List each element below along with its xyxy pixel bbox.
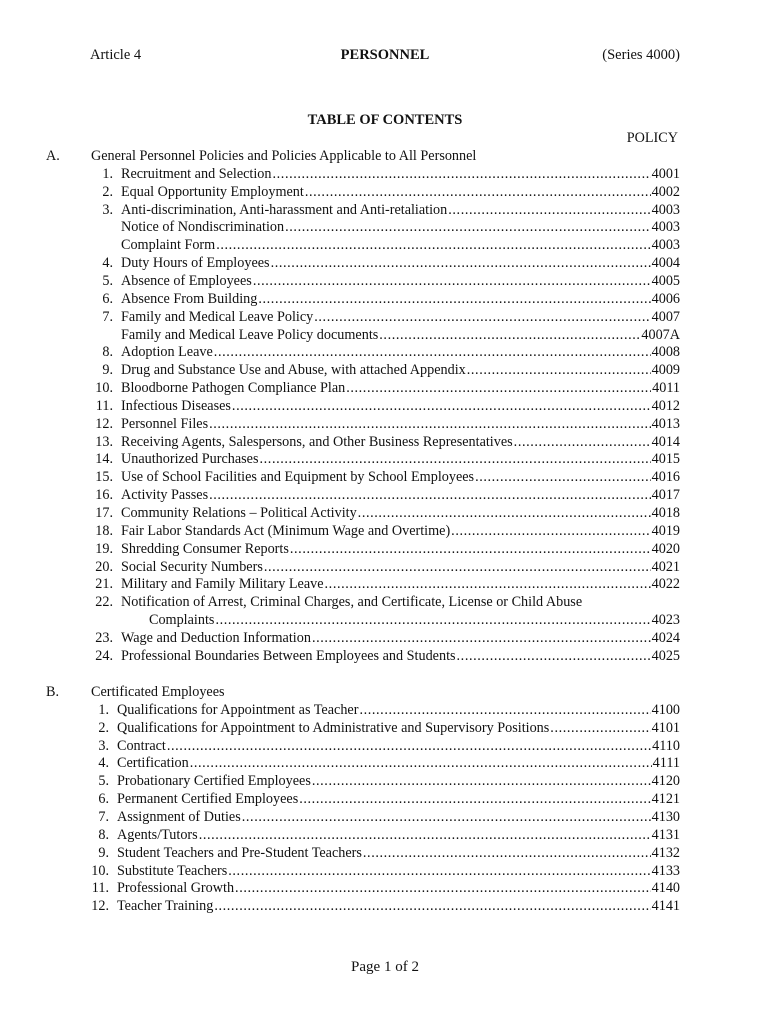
toc-entry-number: 11.: [91, 880, 109, 897]
toc-entry-line: [121, 237, 680, 254]
toc-entry[interactable]: [0, 541, 770, 559]
toc-entry-line: [121, 541, 680, 558]
toc-entry[interactable]: [0, 720, 770, 738]
toc-entry-policy-number: 4110: [652, 737, 680, 754]
toc-entry[interactable]: [0, 827, 770, 845]
dot-leader: [167, 738, 651, 755]
toc-entry-policy-number: 4120: [651, 773, 680, 790]
toc-entry-number: 2.: [102, 183, 113, 200]
dot-leader: [273, 166, 651, 183]
toc-entry-line: [117, 702, 680, 719]
toc-entry-number: 4.: [98, 755, 109, 772]
toc-entry-number: 12.: [95, 415, 113, 432]
toc-entry-number: 10.: [95, 380, 113, 397]
toc-entry-title: Infectious Diseases: [121, 397, 231, 414]
toc-entry-title: Equal Opportunity Employment: [121, 183, 304, 200]
toc-entry-policy-number: 4014: [651, 433, 680, 450]
toc-entry-number: 15.: [95, 469, 113, 486]
toc-entry-line: [121, 344, 680, 361]
toc-entry-policy-number: 4023: [651, 612, 680, 629]
toc-entry-title: Notice of Nondiscrimination: [121, 219, 285, 236]
dot-leader: [209, 416, 651, 433]
toc-entry-line: [121, 362, 680, 379]
dot-leader: [457, 648, 651, 665]
toc-entry-policy-number: 4001: [651, 165, 680, 182]
toc-entry-policy-number: 4100: [651, 701, 680, 718]
toc-entry-line: [117, 898, 680, 915]
toc-entry-policy-number: 4101: [651, 719, 680, 736]
toc-entry-line: [121, 416, 680, 433]
toc-entry-policy-number: 4140: [651, 880, 680, 897]
toc-entry-policy-number: 4025: [651, 647, 680, 664]
toc-entry-line: [117, 738, 680, 755]
toc-entry-line: [149, 612, 680, 629]
toc-entry-line: [121, 576, 680, 593]
toc-entry[interactable]: [0, 487, 770, 505]
toc-entry-title: Assignment of Duties: [117, 808, 241, 825]
toc-entry[interactable]: [0, 184, 770, 202]
dot-leader: [190, 755, 652, 772]
toc-entry-number: 8.: [98, 826, 109, 843]
toc-entry-policy-number: 4020: [651, 540, 680, 557]
toc-entry-policy-number: 4017: [651, 487, 680, 504]
toc-entry-line: [117, 720, 680, 737]
toc-entry-policy-number: 4141: [651, 898, 680, 915]
toc-entry-number: 7.: [102, 308, 113, 325]
toc-entry-number: 18.: [95, 522, 113, 539]
toc-entry-line: [117, 791, 680, 808]
toc-entry-line: [121, 505, 680, 522]
toc-entry[interactable]: [0, 469, 770, 487]
toc-entry-title: Probationary Certified Employees: [117, 773, 311, 790]
toc-entry-number: 4.: [102, 255, 113, 272]
toc-entry-title: Receiving Agents, Salespersons, and Other Business Representatives: [121, 433, 513, 450]
toc-entry-policy-number: 4131: [651, 826, 680, 843]
toc-entry-number: 19.: [95, 540, 113, 557]
toc-entry-line: [121, 487, 680, 504]
dot-leader: [285, 219, 651, 236]
toc-entry-line: [121, 380, 680, 397]
toc-entry-policy-number: 4018: [651, 505, 680, 521]
dot-leader: [216, 237, 650, 254]
toc-entry[interactable]: [0, 648, 770, 666]
toc-entry-number: 5.: [102, 272, 113, 289]
toc-entry-line: [121, 273, 680, 290]
dot-leader: [264, 559, 651, 576]
toc-entry[interactable]: [0, 845, 770, 863]
toc-entry-title: Bloodborne Pathogen Compliance Plan: [121, 380, 346, 397]
toc-entry-number: 10.: [91, 862, 109, 879]
toc-entry[interactable]: [0, 523, 770, 541]
header-article: Article 4: [90, 47, 142, 63]
toc-entry-number: 6.: [98, 791, 109, 808]
toc-entry-title: Shredding Consumer Reports: [121, 540, 289, 557]
toc-entry-number: 3.: [102, 201, 113, 218]
toc-entry-title: Teacher Training: [117, 898, 214, 915]
dot-leader: [363, 845, 651, 862]
toc-entry[interactable]: [0, 738, 770, 756]
dot-leader: [514, 434, 651, 451]
toc-entry-title: Qualifications for Appointment as Teacher: [117, 701, 359, 718]
toc-entry-line: [121, 451, 680, 468]
dot-leader: [448, 202, 650, 219]
section-title: Certificated Employees: [91, 684, 225, 700]
toc-entry-title: Use of School Facilities and Equipment by School Employees: [121, 469, 475, 486]
toc-entry-title: Permanent Certified Employees: [117, 791, 299, 808]
toc-entry-title: Social Security Numbers: [121, 558, 263, 575]
toc-entry[interactable]: [0, 416, 770, 434]
toc-entry[interactable]: [0, 880, 770, 898]
toc-entry[interactable]: [0, 362, 770, 380]
toc-entry-title: Qualifications for Appointment to Administrative and Supervisory Positions: [117, 719, 550, 736]
toc-entry-policy-number: 4003: [651, 201, 680, 218]
toc-entry-policy-number: 4021: [651, 558, 680, 575]
toc-entry[interactable]: [0, 309, 770, 327]
dot-leader: [346, 380, 651, 397]
toc-entry-policy-number: 4121: [651, 791, 680, 808]
toc-entry[interactable]: [0, 219, 770, 237]
toc-entry-line: [121, 219, 680, 236]
section-letter: A.: [46, 148, 60, 164]
toc-entry-policy-number: 4004: [651, 255, 680, 272]
toc-entry-number: 12.: [91, 898, 109, 915]
toc-entry[interactable]: [0, 434, 770, 452]
toc-entry[interactable]: [0, 898, 770, 916]
toc-entry-line: [121, 398, 680, 415]
toc-entry-number: 14.: [95, 451, 113, 468]
toc-entry-policy-number: 4007: [651, 308, 680, 325]
dot-leader: [214, 898, 650, 915]
dot-leader: [305, 184, 651, 201]
toc-entry-policy-number: 4007A: [641, 326, 680, 343]
toc-entry-line: [121, 469, 680, 486]
dot-leader: [314, 309, 650, 326]
toc-entry-line: [117, 809, 680, 826]
toc-entry-number: 3.: [98, 737, 109, 754]
toc-entry-policy-number: 4015: [651, 451, 680, 468]
toc-entry-number: 23.: [95, 629, 113, 646]
toc-entry-policy-number: 4005: [651, 272, 680, 289]
toc-entry-line: [121, 202, 680, 219]
toc-entry-line: [121, 648, 680, 665]
toc-entry[interactable]: [0, 505, 770, 523]
toc-entry-title: Adoption Leave: [121, 344, 213, 361]
dot-leader: [199, 827, 651, 844]
toc-entry-policy-number: 4011: [652, 380, 680, 397]
dot-leader: [271, 255, 651, 272]
dot-leader: [451, 523, 650, 540]
toc-entry-number: 17.: [95, 505, 113, 521]
dot-leader: [209, 487, 651, 504]
toc-entry-number: 13.: [95, 433, 113, 450]
toc-entry-number: 1.: [102, 165, 113, 182]
dot-leader: [379, 327, 640, 344]
dot-leader: [215, 612, 650, 629]
toc-entry-policy-number: 4111: [652, 755, 680, 772]
toc-entry-title: Activity Passes: [121, 487, 209, 504]
dot-leader: [359, 702, 650, 719]
toc-entry-title: Drug and Substance Use and Abuse, with attached Appendix: [121, 362, 466, 379]
toc-entry-number: 9.: [98, 844, 109, 861]
toc-entry-title: Personnel Files: [121, 415, 209, 432]
toc-entry-policy-number: 4013: [651, 415, 680, 432]
toc-entry-title: Professional Boundaries Between Employees and Students: [121, 647, 456, 664]
dot-leader: [325, 576, 651, 593]
toc-entry[interactable]: [0, 327, 770, 345]
toc-entry-title: Community Relations – Political Activity: [121, 505, 357, 521]
dot-leader: [312, 773, 651, 790]
section-letter: B.: [46, 684, 60, 700]
toc-entry-line: [121, 291, 680, 308]
toc-entry-title: Professional Growth: [117, 880, 235, 897]
header-title: PERSONNEL: [340, 47, 430, 63]
toc-entry[interactable]: [0, 202, 770, 220]
dot-leader: [475, 469, 651, 486]
toc-entry[interactable]: [0, 863, 770, 881]
dot-leader: [228, 863, 650, 880]
toc-entry[interactable]: [0, 380, 770, 398]
toc-entry-line: [121, 166, 680, 183]
toc-entry-policy-number: 4002: [651, 183, 680, 200]
dot-leader: [358, 505, 651, 522]
toc-entry-line: [117, 827, 680, 844]
toc-entry-line: [117, 755, 680, 772]
toc-entry-number: 9.: [102, 362, 113, 379]
toc-entry-title: Family and Medical Leave Policy documents: [121, 326, 379, 343]
toc-entry-number: 24.: [95, 647, 113, 664]
toc-entry[interactable]: [0, 809, 770, 827]
toc-entry-number: 1.: [98, 701, 109, 718]
toc-entry[interactable]: [0, 755, 770, 773]
toc-entry-title: Military and Family Military Leave: [121, 576, 324, 593]
toc-entry-line: [121, 309, 680, 326]
dot-leader: [235, 880, 651, 897]
toc-entry-number: 2.: [98, 719, 109, 736]
toc-entry-number: 22.: [95, 594, 113, 611]
dot-leader: [467, 362, 651, 379]
toc-entry-title: Substitute Teachers: [117, 862, 228, 879]
toc-entry-policy-number: 4019: [651, 522, 680, 539]
toc-entry-title: Notification of Arrest, Criminal Charges, and Certificate, License or Child Abuse: [121, 594, 583, 611]
toc-entry[interactable]: [0, 702, 770, 720]
toc-entry-policy-number: 4008: [651, 344, 680, 361]
dot-leader: [260, 451, 651, 468]
toc-entry-policy-number: 4130: [651, 808, 680, 825]
toc-entry-title: Duty Hours of Employees: [121, 255, 270, 272]
toc-entry[interactable]: [0, 559, 770, 577]
toc-entry-title: Certification: [117, 755, 189, 772]
toc-entry[interactable]: [0, 344, 770, 362]
toc-entry-policy-number: 4016: [651, 469, 680, 486]
toc-entry-title: Agents/Tutors: [117, 826, 198, 843]
dot-leader: [550, 720, 650, 737]
toc-entry-title: Complaint Form: [121, 237, 216, 254]
toc-entry[interactable]: [0, 166, 770, 184]
toc-title: TABLE OF CONTENTS: [307, 112, 463, 128]
toc-entry-line: [121, 255, 680, 272]
toc-entry-title: Absence From Building: [121, 290, 258, 307]
dot-leader: [232, 398, 651, 415]
toc-entry-title: Fair Labor Standards Act (Minimum Wage and Overtime): [121, 522, 451, 539]
dot-leader: [258, 291, 650, 308]
toc-entry-line: [121, 434, 680, 451]
dot-leader: [253, 273, 651, 290]
toc-entry-line: [117, 880, 680, 897]
toc-entry-line: [121, 630, 680, 647]
section-title: General Personnel Policies and Policies Applicable to All Personnel: [91, 148, 477, 164]
policy-column-label: POLICY: [626, 130, 678, 146]
toc-entry-title: Contract: [117, 737, 166, 754]
toc-entry-title: Absence of Employees: [121, 272, 252, 289]
toc-entry-title: Complaints: [149, 612, 215, 629]
toc-entry-number: 20.: [95, 558, 113, 575]
toc-entry-title: Anti-discrimination, Anti-harassment and Anti-retaliation: [121, 201, 448, 218]
toc-entry-line: [121, 327, 680, 344]
page-footer: Page 1 of 2: [351, 959, 419, 975]
toc-entry[interactable]: [0, 273, 770, 291]
dot-leader: [290, 541, 651, 558]
toc-entry-title: Recruitment and Selection: [121, 165, 272, 182]
toc-entry-number: 7.: [98, 808, 109, 825]
toc-entry-continuation[interactable]: [0, 612, 770, 630]
toc-entry-title: Wage and Deduction Information: [121, 629, 311, 646]
toc-entry[interactable]: [0, 576, 770, 594]
toc-entry[interactable]: [0, 594, 770, 612]
toc-entry-policy-number: 4003: [651, 237, 680, 254]
toc-entry[interactable]: [0, 630, 770, 648]
toc-entry-number: 16.: [95, 487, 113, 504]
toc-entry-line: [121, 523, 680, 540]
toc-entry-policy-number: 4133: [651, 862, 680, 879]
toc-entry[interactable]: [0, 791, 770, 809]
toc-entry-policy-number: 4003: [651, 219, 680, 236]
toc-entry[interactable]: [0, 773, 770, 791]
dot-leader: [312, 630, 651, 647]
toc-entry-title: Family and Medical Leave Policy: [121, 308, 314, 325]
toc-entry-line: [117, 845, 680, 862]
toc-entry-policy-number: 4006: [651, 290, 680, 307]
toc-entry-line: [121, 559, 680, 576]
toc-entry[interactable]: [0, 291, 770, 309]
toc-entry-line: [117, 773, 680, 790]
toc-entry-number: 5.: [98, 773, 109, 790]
toc-entry-line: [117, 863, 680, 880]
toc-entry-policy-number: 4132: [651, 844, 680, 861]
toc-entry-line: [121, 184, 680, 201]
toc-entry[interactable]: [0, 451, 770, 469]
toc-entry-number: 6.: [102, 290, 113, 307]
toc-entry-number: 21.: [95, 576, 113, 593]
toc-entry-policy-number: 4022: [651, 576, 680, 593]
toc-entry-title: Student Teachers and Pre-Student Teachers: [117, 844, 362, 861]
toc-entry-policy-number: 4009: [651, 362, 680, 379]
toc-entry-number: 8.: [102, 344, 113, 361]
toc-entry[interactable]: [0, 255, 770, 273]
toc-entry-policy-number: 4012: [651, 397, 680, 414]
toc-entry-title: Unauthorized Purchases: [121, 451, 259, 468]
toc-entry[interactable]: [0, 398, 770, 416]
dot-leader: [299, 791, 650, 808]
dot-leader: [214, 344, 651, 361]
dot-leader: [242, 809, 651, 826]
toc-entry-number: 11.: [95, 397, 113, 414]
header-series: (Series 4000): [602, 47, 680, 63]
toc-entry-policy-number: 4024: [651, 629, 680, 646]
toc-entry[interactable]: [0, 237, 770, 255]
